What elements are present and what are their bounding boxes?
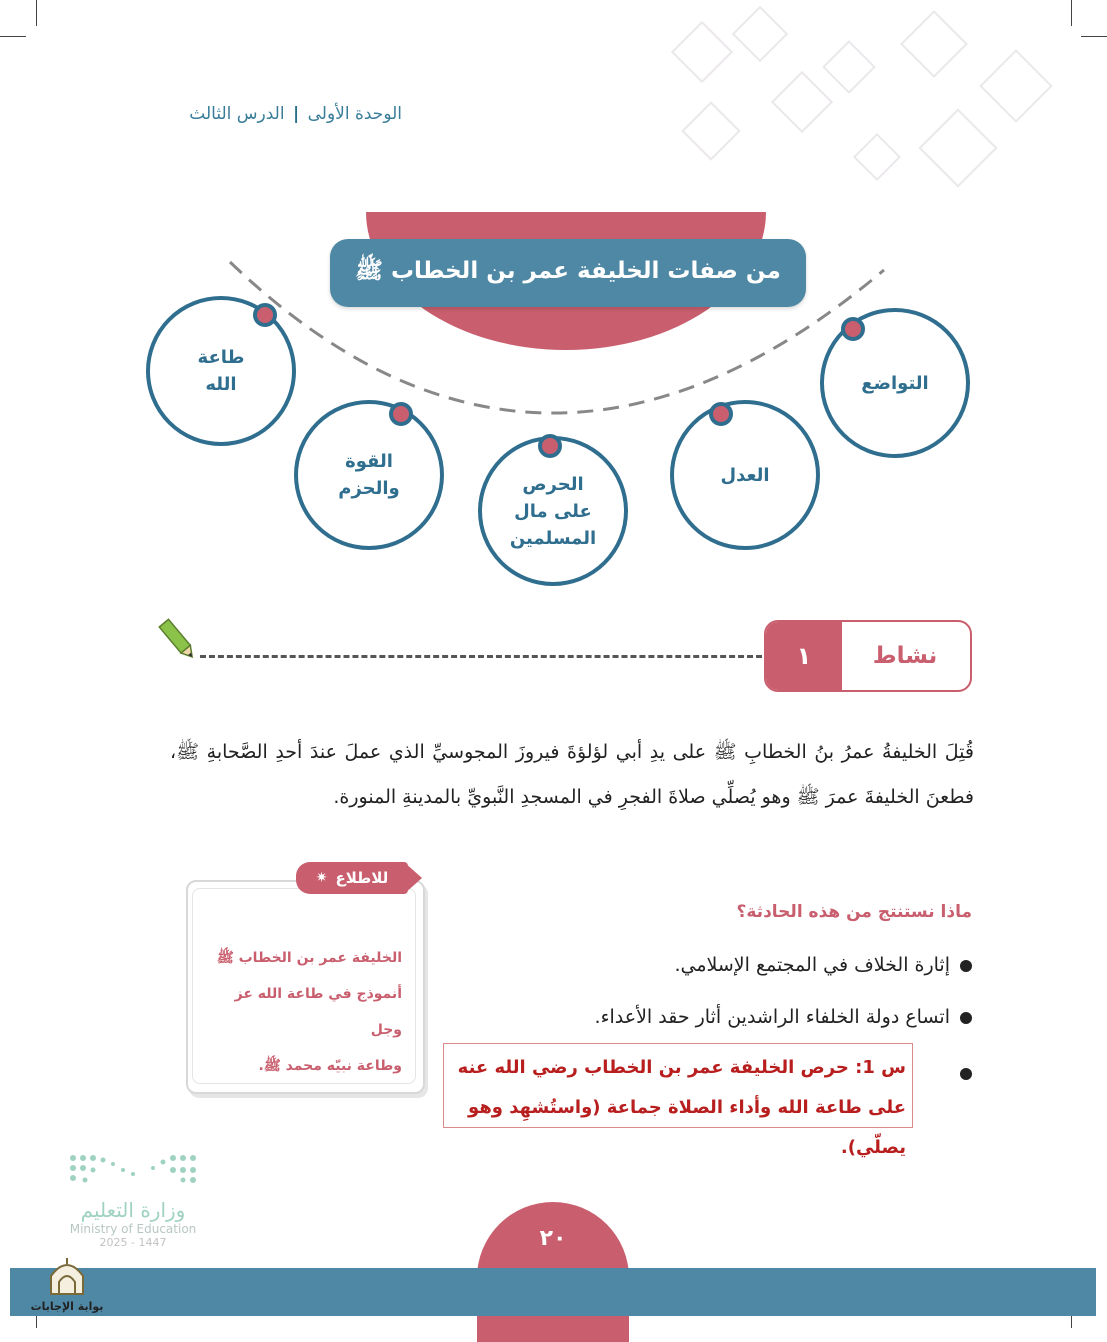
trait-dot bbox=[841, 317, 865, 341]
trait-circle-strength-firmness bbox=[294, 400, 444, 550]
trait-label: التواضع bbox=[861, 372, 929, 394]
question-heading: ماذا نستنتج من هذه الحادثة؟ bbox=[736, 902, 972, 922]
trait-label: طاعة الله bbox=[197, 347, 245, 395]
badge-label: بوابة الإجابات bbox=[30, 1300, 104, 1313]
ministry-dots-icon bbox=[63, 1150, 203, 1190]
pencil-icon bbox=[158, 616, 198, 664]
option-item bbox=[950, 1062, 972, 1084]
tag-arrow-icon bbox=[404, 862, 424, 894]
page-number: ٢٠ bbox=[539, 1226, 567, 1251]
ministry-name-ar: وزارة التعليم bbox=[80, 1198, 186, 1222]
info-line: أنموذج في طاعة الله عز وجل bbox=[234, 986, 402, 1038]
trait-label: الحرص على مال المسلمين bbox=[509, 473, 597, 549]
trait-label: العدل bbox=[720, 464, 770, 486]
story-paragraph: قُتِلَ الخليفةُ عمرُ بنُ الخطابِ ﷺ على يدِ أبي لؤلؤةَ فيروزَ المجوسيِّ الذي عملَ عندَ أحدِ الصَّحابةِ ﷺ، فطعنَ الخليفةَ عمرَ ﷺ وهو يُصلِّي صلاةَ الفجرِ في المسجدِ النَّبويِّ بالمدينةِ المنورة. bbox=[170, 741, 974, 808]
bullet-icon bbox=[960, 960, 972, 972]
bullet-icon bbox=[960, 1012, 972, 1024]
diagram-title: من صفات الخليفة عمر بن الخطاب ﷺ bbox=[330, 239, 806, 307]
trait-dot bbox=[538, 434, 562, 458]
ministry-year: 2025 - 1447 bbox=[99, 1236, 167, 1249]
info-text bbox=[202, 940, 402, 1084]
unit-label: الوحدة الأولى bbox=[307, 104, 402, 124]
activity-badge bbox=[764, 620, 972, 692]
lightbulb-icon: ✷ bbox=[315, 870, 328, 886]
ministry-name-en: Ministry of Education bbox=[69, 1222, 197, 1236]
info-line: وطاعة نبيّه محمد ﷺ. bbox=[258, 1058, 402, 1074]
mosque-icon bbox=[45, 1256, 89, 1296]
footer-bar bbox=[10, 1268, 1096, 1316]
trait-dot bbox=[253, 303, 277, 327]
info-tag-label: للاطلاع bbox=[335, 869, 389, 887]
trait-dot bbox=[389, 402, 413, 426]
trait-dot bbox=[709, 402, 733, 426]
trait-circle-justice bbox=[670, 400, 820, 550]
answer-text: س 1: حرص الخليفة عمر بن الخطاب رضي الله عنه على طاعة الله وأداء الصلاة جماعة (واستُشهِد وهو يصلّي). bbox=[457, 1057, 906, 1158]
activity-label: نشاط bbox=[872, 643, 938, 669]
answers-portal-badge bbox=[28, 1256, 106, 1313]
lesson-label: الدرس الثالث bbox=[189, 104, 285, 124]
header-separator: | bbox=[292, 104, 300, 124]
activity-dashed-line bbox=[200, 655, 762, 658]
option-item bbox=[595, 1006, 972, 1028]
info-tag bbox=[296, 862, 408, 894]
option-text: إثارة الخلاف في المجتمع الإسلامي. bbox=[674, 954, 950, 976]
info-line: الخليفة عمر بن الخطاب ﷺ bbox=[216, 950, 402, 966]
ministry-logo bbox=[58, 1150, 208, 1249]
answer-box bbox=[443, 1043, 913, 1158]
activity-number: ١ bbox=[766, 622, 842, 690]
option-text: اتساع دولة الخلفاء الراشدين أثار حقد الأعداء. bbox=[594, 1006, 950, 1028]
bullet-icon bbox=[960, 1068, 972, 1080]
trait-circle-care-for-muslims-money bbox=[478, 436, 628, 586]
trait-label: القوة والحزم bbox=[338, 451, 400, 499]
option-item bbox=[675, 954, 973, 976]
